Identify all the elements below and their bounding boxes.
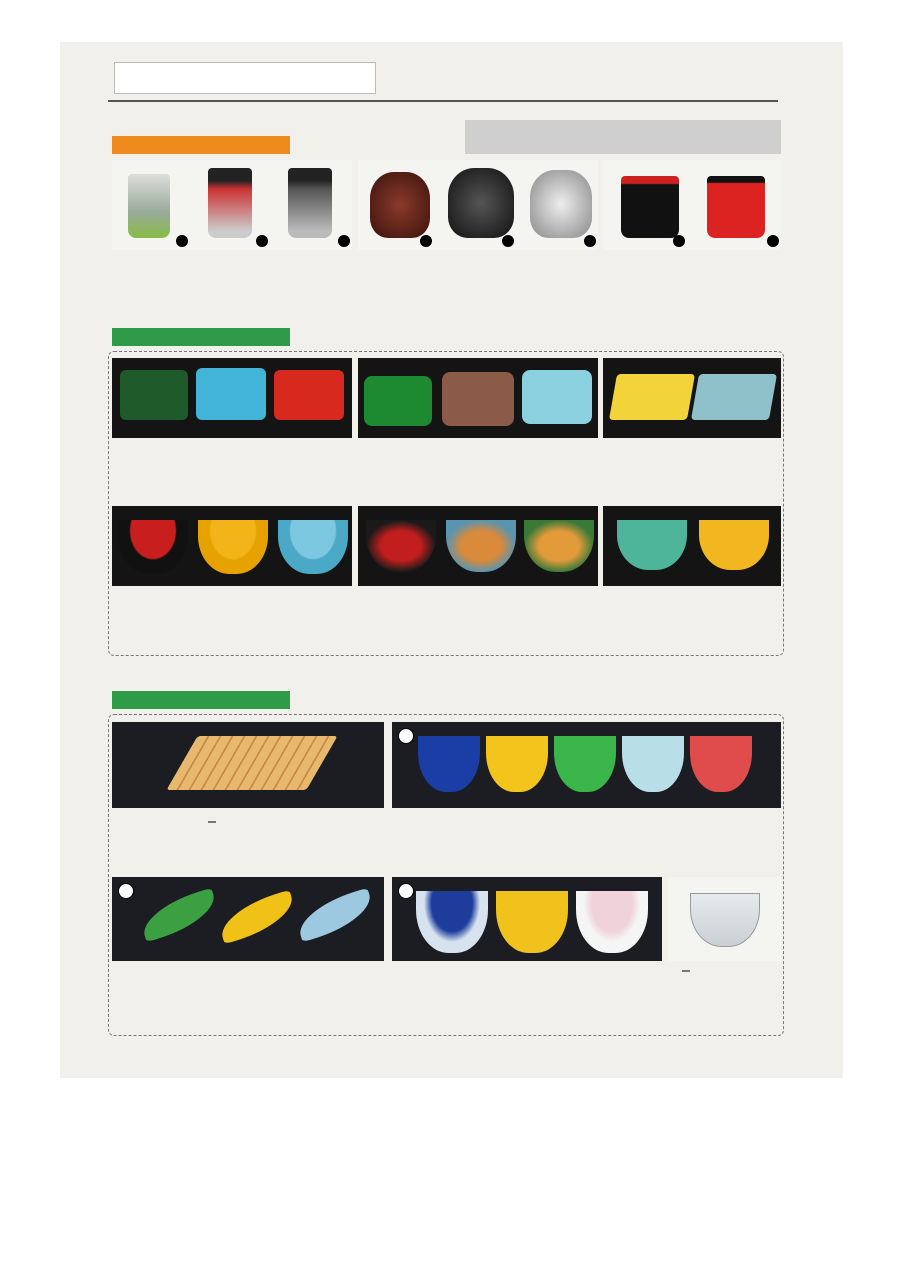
photo-round-bowls <box>112 506 352 586</box>
cup-image <box>128 174 170 238</box>
bowl-image <box>576 891 648 953</box>
label-b <box>118 883 134 899</box>
label-c <box>398 883 414 899</box>
bowl-image <box>416 891 488 953</box>
photo-leaf-plates <box>112 877 384 961</box>
bowl-image <box>278 520 348 574</box>
jan-code <box>682 970 690 972</box>
bowl-image <box>622 736 684 792</box>
legend-item <box>136 65 144 79</box>
jan-code <box>208 821 216 823</box>
bowl-image <box>699 520 769 570</box>
legend-item <box>119 65 127 79</box>
bowl-image <box>448 168 514 238</box>
leaf-plate-image <box>137 888 221 943</box>
bowl-image <box>118 520 188 574</box>
photo-number-7 <box>673 235 685 247</box>
cup-image <box>707 176 765 238</box>
photo-bamboo-cups <box>112 160 352 250</box>
photo-glass-cup <box>668 877 781 961</box>
photo-kiku-dishes <box>392 722 781 808</box>
leaf-plate-image <box>215 890 299 945</box>
label-a <box>398 728 414 744</box>
tray-row <box>198 815 216 829</box>
bowl-image <box>522 370 592 424</box>
bowl-image <box>120 370 188 420</box>
header-divider <box>108 100 778 102</box>
legend-item <box>119 79 127 93</box>
tray-image <box>166 736 337 790</box>
photo-number-8 <box>767 235 779 247</box>
bowl-image <box>524 520 594 572</box>
photo-chrysanthemum-bowls <box>358 160 598 250</box>
leaf-plate-image <box>293 888 377 943</box>
cup-image <box>288 168 332 238</box>
photo-wakaba-dishes <box>603 506 781 586</box>
bowl-image <box>554 736 616 792</box>
glass-row <box>672 964 690 978</box>
section-b2-header <box>112 691 290 709</box>
bowl-image <box>196 368 266 420</box>
bowl-image <box>690 736 752 792</box>
bowl-image <box>274 370 344 420</box>
section-a1-header <box>112 136 290 154</box>
legend-item <box>136 79 144 93</box>
cup-image <box>621 176 679 238</box>
bowl-image <box>617 520 687 570</box>
photo-sakura-bowls <box>392 877 662 961</box>
bowl-image <box>442 372 514 426</box>
material-legend <box>114 62 376 94</box>
photo-number-4 <box>420 235 432 247</box>
bowl-image <box>486 736 548 792</box>
category-banner <box>465 120 781 154</box>
photo-square-dishes <box>358 358 598 438</box>
bowl-image <box>366 520 436 572</box>
plate-image <box>609 374 695 420</box>
glass-image <box>690 893 760 947</box>
photo-carved-cups <box>603 160 781 250</box>
bowl-image <box>446 520 516 572</box>
cup-image <box>208 168 252 238</box>
photo-number-6 <box>584 235 596 247</box>
photo-wooden-tray <box>112 722 384 808</box>
bowl-image <box>198 520 268 574</box>
legend-item <box>152 65 160 79</box>
photo-leaf-bowls <box>358 506 598 586</box>
plate-image <box>691 374 777 420</box>
section-b1-header <box>112 328 290 346</box>
legend-item <box>152 79 160 93</box>
bowl-image <box>418 736 480 792</box>
bowl-image <box>364 376 432 426</box>
photo-number-5 <box>502 235 514 247</box>
bowl-image <box>370 172 430 238</box>
bowl-image <box>530 170 592 238</box>
photo-number-2 <box>256 235 268 247</box>
photo-square-plates <box>603 358 781 438</box>
bowl-image <box>496 891 568 953</box>
photo-square-bowls <box>112 358 352 438</box>
photo-number-1 <box>176 235 188 247</box>
photo-number-3 <box>338 235 350 247</box>
